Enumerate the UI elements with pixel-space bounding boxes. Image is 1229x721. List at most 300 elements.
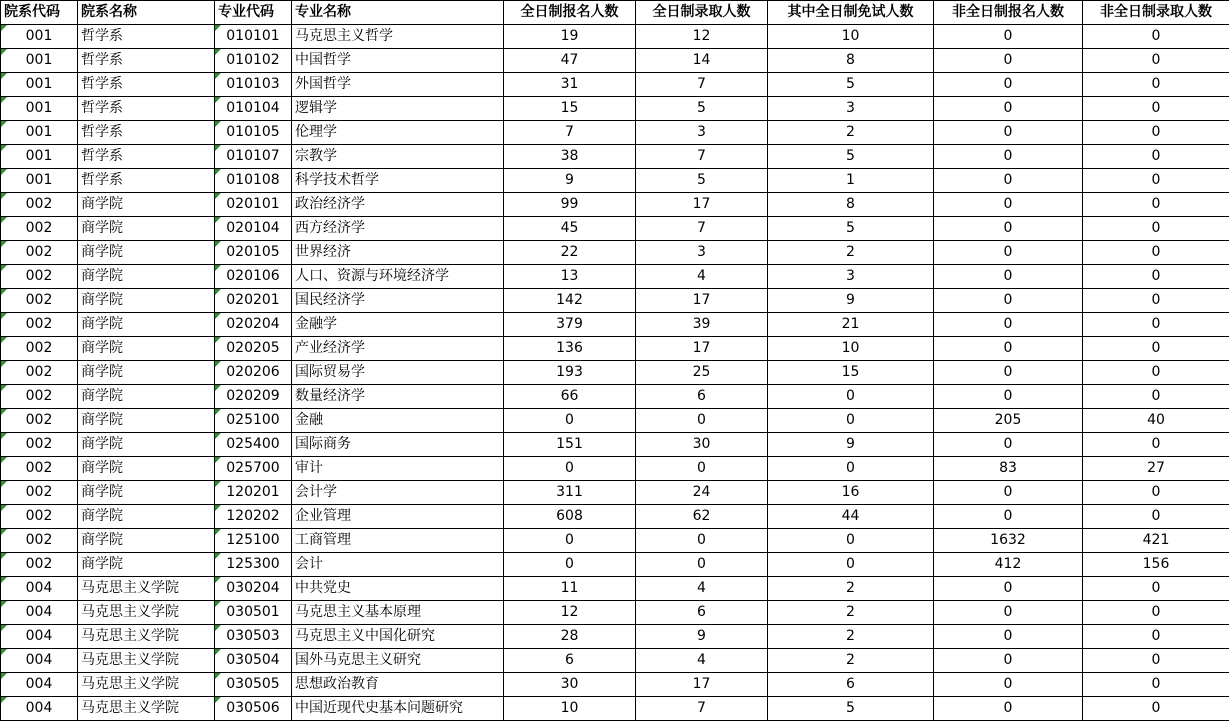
cell-major-code[interactable] (215, 361, 292, 385)
cell-dept-code[interactable] (1, 505, 78, 529)
cell-dept-code[interactable] (1, 553, 78, 577)
cell-parttime-admitted[interactable]: 0 (1083, 673, 1229, 697)
cell-fulltime-exempt[interactable]: 1 (768, 169, 934, 193)
text-number-marker-icon (1, 577, 7, 583)
cell-fulltime-applicants[interactable]: 0 (504, 529, 636, 553)
cell-value: 001 (26, 124, 53, 140)
cell-fulltime-applicants[interactable]: 31 (504, 73, 636, 97)
cell-dept-code[interactable] (1, 409, 78, 433)
cell-fulltime-exempt[interactable]: 0 (768, 385, 934, 409)
cell-dept-code[interactable] (1, 121, 78, 145)
cell-dept-code[interactable] (1, 457, 78, 481)
cell-fulltime-exempt[interactable]: 2 (768, 601, 934, 625)
cell-value: 030504 (226, 652, 279, 668)
cell-parttime-admitted[interactable]: 0 (1083, 121, 1229, 145)
cell-dept-code[interactable] (1, 49, 78, 73)
cell-parttime-applicants[interactable]: 0 (934, 673, 1083, 697)
cell-fulltime-admitted[interactable]: 0 (636, 529, 768, 553)
cell-fulltime-applicants[interactable]: 6 (504, 649, 636, 673)
cell-parttime-applicants[interactable]: 205 (934, 409, 1083, 433)
cell-dept-code[interactable] (1, 481, 78, 505)
cell-dept-name[interactable]: 商学院 (78, 313, 215, 337)
cell-dept-code[interactable] (1, 145, 78, 169)
cell-dept-name[interactable]: 商学院 (78, 337, 215, 361)
cell-major-code[interactable] (215, 697, 292, 721)
cell-dept-name[interactable]: 商学院 (78, 361, 215, 385)
cell-parttime-admitted[interactable]: 0 (1083, 265, 1229, 289)
cell-dept-name[interactable]: 哲学系 (78, 49, 215, 73)
cell-major-code[interactable] (215, 25, 292, 49)
cell-parttime-admitted[interactable]: 0 (1083, 601, 1229, 625)
cell-fulltime-admitted[interactable]: 25 (636, 361, 768, 385)
cell-fulltime-applicants[interactable]: 142 (504, 289, 636, 313)
cell-parttime-applicants[interactable]: 0 (934, 25, 1083, 49)
cell-parttime-admitted[interactable]: 0 (1083, 217, 1229, 241)
cell-fulltime-admitted[interactable]: 0 (636, 409, 768, 433)
cell-major-name[interactable]: 会计学 (292, 481, 504, 505)
cell-fulltime-exempt[interactable]: 6 (768, 673, 934, 697)
text-number-marker-icon (1, 601, 7, 607)
cell-major-code[interactable] (215, 241, 292, 265)
cell-parttime-applicants[interactable]: 0 (934, 337, 1083, 361)
col-header-parttime-admitted[interactable]: 非全日制录取人数 (1083, 1, 1229, 25)
text-number-marker-icon (215, 409, 221, 415)
cell-major-code[interactable] (215, 313, 292, 337)
cell-fulltime-exempt[interactable]: 9 (768, 433, 934, 457)
cell-parttime-admitted[interactable]: 0 (1083, 241, 1229, 265)
cell-parttime-applicants[interactable]: 0 (934, 193, 1083, 217)
cell-fulltime-admitted[interactable]: 0 (636, 457, 768, 481)
cell-fulltime-applicants[interactable]: 136 (504, 337, 636, 361)
cell-value: 001 (26, 52, 53, 68)
cell-value: 025400 (226, 436, 279, 452)
cell-major-name[interactable]: 外国哲学 (292, 73, 504, 97)
cell-dept-name[interactable]: 哲学系 (78, 169, 215, 193)
cell-parttime-applicants[interactable]: 0 (934, 385, 1083, 409)
cell-fulltime-admitted[interactable]: 7 (636, 145, 768, 169)
cell-parttime-admitted[interactable]: 0 (1083, 49, 1229, 73)
cell-major-name[interactable]: 金融 (292, 409, 504, 433)
cell-fulltime-admitted[interactable]: 39 (636, 313, 768, 337)
cell-dept-code[interactable] (1, 601, 78, 625)
cell-fulltime-admitted[interactable]: 62 (636, 505, 768, 529)
cell-parttime-applicants[interactable]: 0 (934, 361, 1083, 385)
table-row (1, 385, 1229, 409)
cell-fulltime-exempt[interactable]: 8 (768, 49, 934, 73)
cell-dept-code[interactable] (1, 673, 78, 697)
table-row (1, 697, 1229, 721)
cell-parttime-admitted[interactable]: 40 (1083, 409, 1229, 433)
cell-major-code[interactable] (215, 289, 292, 313)
cell-major-code[interactable] (215, 385, 292, 409)
cell-dept-code[interactable] (1, 313, 78, 337)
col-header-dept-code[interactable]: 院系代码 (1, 1, 78, 25)
cell-fulltime-applicants[interactable]: 66 (504, 385, 636, 409)
cell-fulltime-exempt[interactable]: 9 (768, 289, 934, 313)
cell-dept-name[interactable]: 马克思主义学院 (78, 697, 215, 721)
cell-parttime-applicants[interactable]: 0 (934, 145, 1083, 169)
cell-fulltime-exempt[interactable]: 2 (768, 577, 934, 601)
cell-dept-name[interactable]: 商学院 (78, 481, 215, 505)
cell-dept-code[interactable] (1, 217, 78, 241)
cell-parttime-admitted[interactable]: 0 (1083, 193, 1229, 217)
cell-parttime-admitted[interactable]: 0 (1083, 337, 1229, 361)
cell-dept-code[interactable] (1, 97, 78, 121)
col-header-fulltime-applicants[interactable]: 全日制报名人数 (504, 1, 636, 25)
cell-dept-code[interactable] (1, 385, 78, 409)
cell-major-name[interactable]: 金融学 (292, 313, 504, 337)
cell-major-name[interactable]: 思想政治教育 (292, 673, 504, 697)
cell-dept-code[interactable] (1, 577, 78, 601)
cell-fulltime-admitted[interactable]: 17 (636, 673, 768, 697)
cell-major-name[interactable]: 政治经济学 (292, 193, 504, 217)
cell-parttime-applicants[interactable]: 0 (934, 433, 1083, 457)
cell-major-code[interactable] (215, 577, 292, 601)
cell-major-name[interactable]: 会计 (292, 553, 504, 577)
cell-major-name[interactable]: 工商管理 (292, 529, 504, 553)
cell-dept-name[interactable]: 商学院 (78, 409, 215, 433)
col-header-major-code[interactable]: 专业代码 (215, 1, 292, 25)
cell-parttime-applicants[interactable]: 83 (934, 457, 1083, 481)
cell-fulltime-exempt[interactable]: 5 (768, 73, 934, 97)
cell-dept-code[interactable] (1, 73, 78, 97)
cell-dept-name[interactable]: 哲学系 (78, 97, 215, 121)
cell-fulltime-admitted[interactable]: 12 (636, 25, 768, 49)
cell-major-code[interactable] (215, 193, 292, 217)
cell-fulltime-applicants[interactable]: 311 (504, 481, 636, 505)
cell-parttime-admitted[interactable]: 0 (1083, 361, 1229, 385)
cell-fulltime-applicants[interactable]: 608 (504, 505, 636, 529)
cell-parttime-admitted[interactable]: 0 (1083, 169, 1229, 193)
cell-fulltime-admitted[interactable]: 4 (636, 265, 768, 289)
cell-dept-name[interactable]: 商学院 (78, 217, 215, 241)
cell-parttime-admitted[interactable]: 156 (1083, 553, 1229, 577)
cell-fulltime-admitted[interactable]: 7 (636, 217, 768, 241)
text-number-marker-icon (1, 433, 7, 439)
cell-fulltime-exempt[interactable]: 3 (768, 97, 934, 121)
cell-fulltime-exempt[interactable]: 5 (768, 145, 934, 169)
cell-dept-name[interactable]: 商学院 (78, 505, 215, 529)
cell-parttime-admitted[interactable]: 0 (1083, 25, 1229, 49)
cell-major-code[interactable] (215, 481, 292, 505)
cell-major-name[interactable]: 马克思主义中国化研究 (292, 625, 504, 649)
cell-fulltime-exempt[interactable]: 2 (768, 121, 934, 145)
cell-parttime-admitted[interactable]: 0 (1083, 697, 1229, 721)
cell-fulltime-admitted[interactable]: 30 (636, 433, 768, 457)
cell-major-name[interactable]: 中共党史 (292, 577, 504, 601)
cell-parttime-admitted[interactable]: 0 (1083, 385, 1229, 409)
cell-fulltime-admitted[interactable]: 6 (636, 601, 768, 625)
cell-major-code[interactable] (215, 529, 292, 553)
cell-major-name[interactable]: 审计 (292, 457, 504, 481)
cell-parttime-applicants[interactable]: 0 (934, 313, 1083, 337)
cell-dept-name[interactable]: 商学院 (78, 265, 215, 289)
cell-fulltime-admitted[interactable]: 3 (636, 121, 768, 145)
cell-fulltime-admitted[interactable]: 17 (636, 193, 768, 217)
cell-fulltime-admitted[interactable]: 4 (636, 649, 768, 673)
cell-major-name[interactable]: 国民经济学 (292, 289, 504, 313)
cell-parttime-applicants[interactable]: 0 (934, 73, 1083, 97)
cell-dept-name[interactable]: 哲学系 (78, 145, 215, 169)
cell-fulltime-applicants[interactable]: 19 (504, 25, 636, 49)
cell-major-name[interactable]: 国际商务 (292, 433, 504, 457)
cell-dept-code[interactable] (1, 169, 78, 193)
cell-fulltime-exempt[interactable]: 10 (768, 25, 934, 49)
cell-fulltime-admitted[interactable]: 3 (636, 241, 768, 265)
cell-major-name[interactable]: 企业管理 (292, 505, 504, 529)
cell-parttime-applicants[interactable]: 0 (934, 241, 1083, 265)
cell-fulltime-exempt[interactable]: 3 (768, 265, 934, 289)
cell-fulltime-exempt[interactable]: 2 (768, 649, 934, 673)
cell-parttime-applicants[interactable]: 1632 (934, 529, 1083, 553)
cell-fulltime-admitted[interactable]: 6 (636, 385, 768, 409)
text-number-marker-icon (1, 481, 7, 487)
cell-fulltime-admitted[interactable]: 24 (636, 481, 768, 505)
cell-fulltime-applicants[interactable]: 11 (504, 577, 636, 601)
cell-fulltime-exempt[interactable]: 16 (768, 481, 934, 505)
cell-fulltime-applicants[interactable]: 193 (504, 361, 636, 385)
col-header-dept-name[interactable]: 院系名称 (78, 1, 215, 25)
col-header-fulltime-admitted[interactable]: 全日制录取人数 (636, 1, 768, 25)
cell-major-code[interactable] (215, 649, 292, 673)
cell-major-code[interactable] (215, 265, 292, 289)
cell-major-name[interactable]: 马克思主义基本原理 (292, 601, 504, 625)
cell-major-code[interactable] (215, 217, 292, 241)
cell-dept-name[interactable]: 商学院 (78, 385, 215, 409)
cell-dept-code[interactable] (1, 361, 78, 385)
cell-parttime-applicants[interactable]: 0 (934, 97, 1083, 121)
cell-dept-code[interactable] (1, 265, 78, 289)
cell-parttime-admitted[interactable]: 0 (1083, 505, 1229, 529)
cell-major-code[interactable] (215, 337, 292, 361)
cell-parttime-applicants[interactable]: 0 (934, 625, 1083, 649)
cell-parttime-admitted[interactable]: 0 (1083, 433, 1229, 457)
cell-value: 030506 (226, 700, 279, 716)
cell-parttime-admitted[interactable]: 0 (1083, 145, 1229, 169)
cell-dept-name[interactable]: 马克思主义学院 (78, 601, 215, 625)
cell-major-code[interactable] (215, 505, 292, 529)
cell-dept-code[interactable] (1, 193, 78, 217)
cell-fulltime-exempt[interactable]: 10 (768, 337, 934, 361)
cell-fulltime-applicants[interactable]: 379 (504, 313, 636, 337)
cell-major-code[interactable] (215, 169, 292, 193)
cell-value: 002 (26, 220, 53, 236)
cell-major-name[interactable]: 中国近现代史基本问题研究 (292, 697, 504, 721)
cell-major-code[interactable] (215, 601, 292, 625)
cell-dept-code[interactable] (1, 649, 78, 673)
cell-dept-name[interactable]: 商学院 (78, 193, 215, 217)
cell-major-name[interactable]: 马克思主义哲学 (292, 25, 504, 49)
cell-major-name[interactable]: 中国哲学 (292, 49, 504, 73)
cell-major-name[interactable]: 数量经济学 (292, 385, 504, 409)
cell-major-code[interactable] (215, 121, 292, 145)
cell-major-name[interactable]: 产业经济学 (292, 337, 504, 361)
cell-fulltime-applicants[interactable]: 0 (504, 553, 636, 577)
cell-major-code[interactable] (215, 553, 292, 577)
text-number-marker-icon (215, 97, 221, 103)
cell-dept-code[interactable] (1, 25, 78, 49)
cell-fulltime-admitted[interactable]: 9 (636, 625, 768, 649)
cell-fulltime-admitted[interactable]: 17 (636, 337, 768, 361)
cell-parttime-admitted[interactable]: 0 (1083, 97, 1229, 121)
table-row (1, 673, 1229, 697)
cell-major-code[interactable] (215, 145, 292, 169)
table-row (1, 433, 1229, 457)
cell-fulltime-applicants[interactable]: 10 (504, 697, 636, 721)
cell-fulltime-exempt[interactable]: 8 (768, 193, 934, 217)
cell-parttime-applicants[interactable]: 0 (934, 265, 1083, 289)
cell-dept-name[interactable]: 商学院 (78, 457, 215, 481)
cell-fulltime-admitted[interactable]: 7 (636, 73, 768, 97)
cell-fulltime-admitted[interactable]: 5 (636, 97, 768, 121)
cell-major-code[interactable] (215, 49, 292, 73)
cell-fulltime-admitted[interactable]: 17 (636, 289, 768, 313)
cell-fulltime-applicants[interactable]: 12 (504, 601, 636, 625)
cell-parttime-applicants[interactable]: 0 (934, 289, 1083, 313)
cell-dept-name[interactable]: 马克思主义学院 (78, 577, 215, 601)
cell-parttime-applicants[interactable]: 0 (934, 169, 1083, 193)
cell-fulltime-applicants[interactable]: 0 (504, 409, 636, 433)
cell-major-name[interactable]: 世界经济 (292, 241, 504, 265)
cell-dept-code[interactable] (1, 337, 78, 361)
cell-parttime-applicants[interactable]: 0 (934, 49, 1083, 73)
text-number-marker-icon (1, 49, 7, 55)
cell-fulltime-exempt[interactable]: 15 (768, 361, 934, 385)
cell-value: 001 (26, 76, 53, 92)
cell-major-name[interactable]: 逻辑学 (292, 97, 504, 121)
text-number-marker-icon (215, 313, 221, 319)
cell-major-code[interactable] (215, 625, 292, 649)
cell-parttime-applicants[interactable]: 0 (934, 121, 1083, 145)
cell-parttime-applicants[interactable]: 0 (934, 481, 1083, 505)
cell-major-code[interactable] (215, 97, 292, 121)
cell-dept-code[interactable] (1, 697, 78, 721)
cell-dept-code[interactable] (1, 625, 78, 649)
cell-parttime-admitted[interactable]: 0 (1083, 313, 1229, 337)
cell-parttime-applicants[interactable]: 0 (934, 649, 1083, 673)
cell-fulltime-applicants[interactable]: 151 (504, 433, 636, 457)
cell-dept-name[interactable]: 商学院 (78, 433, 215, 457)
cell-fulltime-applicants[interactable]: 15 (504, 97, 636, 121)
cell-major-code[interactable] (215, 673, 292, 697)
cell-fulltime-applicants[interactable]: 9 (504, 169, 636, 193)
cell-major-code[interactable] (215, 433, 292, 457)
cell-dept-name[interactable]: 商学院 (78, 289, 215, 313)
cell-fulltime-exempt[interactable]: 44 (768, 505, 934, 529)
cell-fulltime-exempt[interactable]: 5 (768, 697, 934, 721)
cell-dept-code[interactable] (1, 433, 78, 457)
cell-dept-name[interactable]: 哲学系 (78, 73, 215, 97)
cell-major-name[interactable]: 宗教学 (292, 145, 504, 169)
cell-dept-code[interactable] (1, 289, 78, 313)
cell-dept-code[interactable] (1, 241, 78, 265)
col-header-parttime-applicants[interactable]: 非全日制报名人数 (934, 1, 1083, 25)
table-row (1, 217, 1229, 241)
cell-fulltime-applicants[interactable]: 7 (504, 121, 636, 145)
cell-parttime-admitted[interactable]: 421 (1083, 529, 1229, 553)
cell-major-name[interactable]: 西方经济学 (292, 217, 504, 241)
cell-value: 004 (26, 676, 53, 692)
cell-major-name[interactable]: 伦理学 (292, 121, 504, 145)
cell-dept-name[interactable]: 马克思主义学院 (78, 649, 215, 673)
cell-fulltime-exempt[interactable]: 2 (768, 625, 934, 649)
cell-parttime-admitted[interactable]: 0 (1083, 289, 1229, 313)
cell-dept-name[interactable]: 商学院 (78, 553, 215, 577)
cell-fulltime-admitted[interactable]: 5 (636, 169, 768, 193)
cell-major-code[interactable] (215, 457, 292, 481)
cell-parttime-applicants[interactable]: 0 (934, 697, 1083, 721)
cell-parttime-admitted[interactable]: 0 (1083, 577, 1229, 601)
cell-dept-name[interactable]: 马克思主义学院 (78, 673, 215, 697)
table-row (1, 169, 1229, 193)
cell-fulltime-applicants[interactable]: 0 (504, 457, 636, 481)
cell-parttime-admitted[interactable]: 0 (1083, 481, 1229, 505)
text-number-marker-icon (1, 673, 7, 679)
cell-fulltime-applicants[interactable]: 45 (504, 217, 636, 241)
text-number-marker-icon (1, 505, 7, 511)
cell-dept-name[interactable]: 哲学系 (78, 121, 215, 145)
cell-fulltime-admitted[interactable]: 7 (636, 697, 768, 721)
cell-fulltime-exempt[interactable]: 2 (768, 241, 934, 265)
cell-major-code[interactable] (215, 73, 292, 97)
cell-fulltime-applicants[interactable]: 38 (504, 145, 636, 169)
text-number-marker-icon (215, 217, 221, 223)
cell-fulltime-applicants[interactable]: 22 (504, 241, 636, 265)
cell-fulltime-applicants[interactable]: 13 (504, 265, 636, 289)
cell-parttime-admitted[interactable]: 0 (1083, 625, 1229, 649)
cell-parttime-admitted[interactable]: 27 (1083, 457, 1229, 481)
cell-major-name[interactable]: 国际贸易学 (292, 361, 504, 385)
cell-fulltime-exempt[interactable]: 5 (768, 217, 934, 241)
cell-parttime-applicants[interactable]: 0 (934, 601, 1083, 625)
cell-fulltime-applicants[interactable]: 28 (504, 625, 636, 649)
cell-fulltime-applicants[interactable]: 99 (504, 193, 636, 217)
cell-parttime-applicants[interactable]: 0 (934, 577, 1083, 601)
cell-fulltime-exempt[interactable]: 0 (768, 457, 934, 481)
cell-major-name[interactable]: 国外马克思主义研究 (292, 649, 504, 673)
col-header-major-name[interactable]: 专业名称 (292, 1, 504, 25)
col-header-fulltime-exempt[interactable]: 其中全日制免试人数 (768, 1, 934, 25)
cell-major-name[interactable]: 科学技术哲学 (292, 169, 504, 193)
cell-value: 010102 (226, 52, 279, 68)
header-row (1, 1, 1229, 25)
table-row (1, 577, 1229, 601)
cell-fulltime-admitted[interactable]: 14 (636, 49, 768, 73)
cell-value: 002 (26, 484, 53, 500)
cell-dept-name[interactable]: 马克思主义学院 (78, 625, 215, 649)
cell-dept-name[interactable]: 商学院 (78, 529, 215, 553)
cell-fulltime-exempt[interactable]: 0 (768, 529, 934, 553)
cell-parttime-admitted[interactable]: 0 (1083, 649, 1229, 673)
cell-fulltime-admitted[interactable]: 0 (636, 553, 768, 577)
cell-fulltime-exempt[interactable]: 0 (768, 553, 934, 577)
cell-fulltime-applicants[interactable]: 30 (504, 673, 636, 697)
cell-parttime-applicants[interactable]: 412 (934, 553, 1083, 577)
cell-parttime-admitted[interactable]: 0 (1083, 73, 1229, 97)
cell-major-code[interactable] (215, 409, 292, 433)
cell-major-name[interactable]: 人口、资源与环境经济学 (292, 265, 504, 289)
cell-fulltime-exempt[interactable]: 21 (768, 313, 934, 337)
cell-dept-name[interactable]: 商学院 (78, 241, 215, 265)
cell-fulltime-exempt[interactable]: 0 (768, 409, 934, 433)
cell-fulltime-admitted[interactable]: 4 (636, 577, 768, 601)
cell-parttime-applicants[interactable]: 0 (934, 505, 1083, 529)
cell-dept-code[interactable] (1, 529, 78, 553)
cell-dept-name[interactable]: 哲学系 (78, 25, 215, 49)
cell-fulltime-applicants[interactable]: 47 (504, 49, 636, 73)
text-number-marker-icon (1, 313, 7, 319)
cell-parttime-applicants[interactable]: 0 (934, 217, 1083, 241)
